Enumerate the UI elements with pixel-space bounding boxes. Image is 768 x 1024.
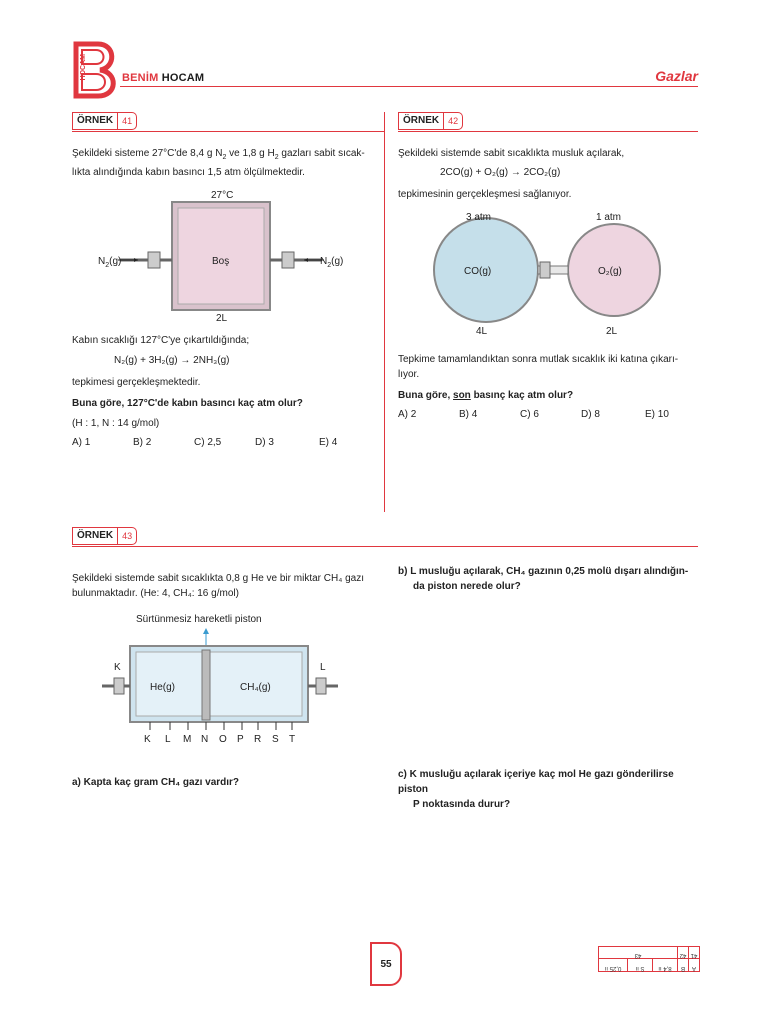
- ex41-line4: tepkimesi gerçekleşmektedir.: [72, 377, 201, 388]
- ex41-options: [72, 437, 337, 448]
- option-d[interactable]: D) 3: [255, 437, 274, 448]
- logo: [72, 40, 120, 100]
- example-43-badge: [72, 527, 137, 545]
- ex42-left-pressure: 3 atm: [466, 212, 492, 223]
- example-label: ÖRNEK: [72, 527, 118, 545]
- ex42-body: Tepkime tamamlandıktan sonra mutlak sıcaklık iki katına çıkarı- lıyor.: [398, 354, 679, 380]
- ex43-figure: Sürtünmesiz hareketli piston K L He(g) CH₄(g) K L M N O P R S T: [114, 614, 326, 745]
- ex41-reaction: N₂(g) + 3H₂(g) → 2NH₃(g): [114, 355, 230, 366]
- ex41-question: Buna göre, 127°C'de kabın basıncı kaç atm olur?: [72, 398, 303, 409]
- example-number: 41: [118, 112, 137, 130]
- logo-text: HOCAM: [80, 54, 87, 81]
- ex41-figure: [90, 188, 360, 328]
- ex41-masses: (H : 1, N : 14 g/mol): [72, 418, 160, 429]
- option-e[interactable]: E) 4: [319, 437, 338, 448]
- option-b[interactable]: B) 2: [133, 437, 152, 448]
- ex42-left-volume: 4L: [476, 326, 488, 337]
- answer-key: A B 8,4 ıı S ıı 0,25 ıı 41 42 43: [598, 946, 700, 972]
- ex42-line2: tepkimesinin gerçekleşmesi sağlanıyor.: [398, 189, 572, 200]
- example-number: 43: [118, 527, 137, 545]
- column-divider: [384, 112, 385, 512]
- example-43-rule: [72, 546, 698, 547]
- example-label: ÖRNEK: [398, 112, 444, 130]
- question-b: b) L musluğu açılarak, CH₄ gazının 0,25 molü dışarı alındığın- da piston nerede olur?: [398, 566, 689, 592]
- fig-volume: 2L: [216, 313, 228, 324]
- example-number: 42: [444, 112, 463, 130]
- brand: [122, 72, 204, 84]
- brand-name: HOCAM: [161, 72, 205, 84]
- ex41-line3: Kabın sıcaklığı 127°C'ye çıkartıldığında;: [72, 335, 250, 346]
- option-b[interactable]: B) 4: [459, 409, 478, 420]
- fig-right-gas: $N_2(g)$: [320, 256, 344, 269]
- example-label: ÖRNEK: [72, 112, 118, 130]
- page-number-tab: [370, 942, 402, 986]
- option-c[interactable]: C) 2,5: [194, 437, 222, 448]
- fig-temp: 27°C: [211, 190, 234, 201]
- example-42-rule: [398, 131, 698, 132]
- example-42-badge: [398, 112, 463, 130]
- ex42-right-pressure: 1 atm: [596, 212, 622, 223]
- ex42-right-volume: 2L: [606, 326, 618, 337]
- ex42-options: [398, 409, 669, 420]
- question-a: a) Kapta kaç gram CH₄ gazı vardır?: [72, 777, 240, 788]
- option-a[interactable]: A) 1: [72, 437, 91, 448]
- example-41-badge: [72, 112, 137, 130]
- option-a[interactable]: A) 2: [398, 409, 417, 420]
- section-title: Gazlar: [655, 68, 698, 84]
- option-d[interactable]: D) 8: [581, 409, 600, 420]
- page-number: 55: [380, 958, 392, 970]
- right-gas: CH₄(g): [240, 682, 271, 693]
- ex42-intro: Şekildeki sistemde sabit sıcaklıkta musluk açılarak,: [398, 148, 625, 159]
- ex42-figure: [430, 206, 670, 340]
- ex42-reaction: 2CO(g) + O₂(g) → 2CO₂(g): [440, 167, 561, 178]
- option-e[interactable]: E) 10: [645, 409, 669, 420]
- valve-l-label: L: [320, 662, 326, 673]
- fig-center-label: Boş: [212, 256, 230, 267]
- ex42-left-gas: CO(g): [464, 266, 492, 277]
- example-41-rule: [72, 131, 384, 132]
- ex42-question: Buna göre, son basınç kaç atm olur?: [398, 390, 574, 401]
- fig-left-gas: $N_2(g)$: [98, 256, 122, 269]
- header-rule: [120, 86, 698, 87]
- brand-prefix: BENİM: [122, 72, 159, 84]
- question-c: c) K musluğu açılarak içeriye kaç mol He gazı gönderilirse piston P noktasında durur?: [398, 769, 674, 810]
- ex42-right-gas: O₂(g): [598, 266, 622, 277]
- valve-k-label: K: [114, 662, 121, 673]
- left-gas: He(g): [150, 682, 176, 693]
- ex41-intro: Şekildeki sisteme 27°C'de 8,4 g $N_2$ ve 1,8 g $H_2$ gazları sabit sıcak- lıkta alındığında kabın basıncı 1,5 atm ölçülmektedir.: [72, 148, 365, 178]
- ex43-intro: Şekildeki sistemde sabit sıcaklıkta 0,8 g He ve bir miktar CH₄ gazı bulunmaktadır. (He: 4, CH₄: 16 g/mol): [72, 573, 364, 599]
- option-c[interactable]: C) 6: [520, 409, 539, 420]
- piston-label: Sürtünmesiz hareketli piston: [136, 614, 262, 625]
